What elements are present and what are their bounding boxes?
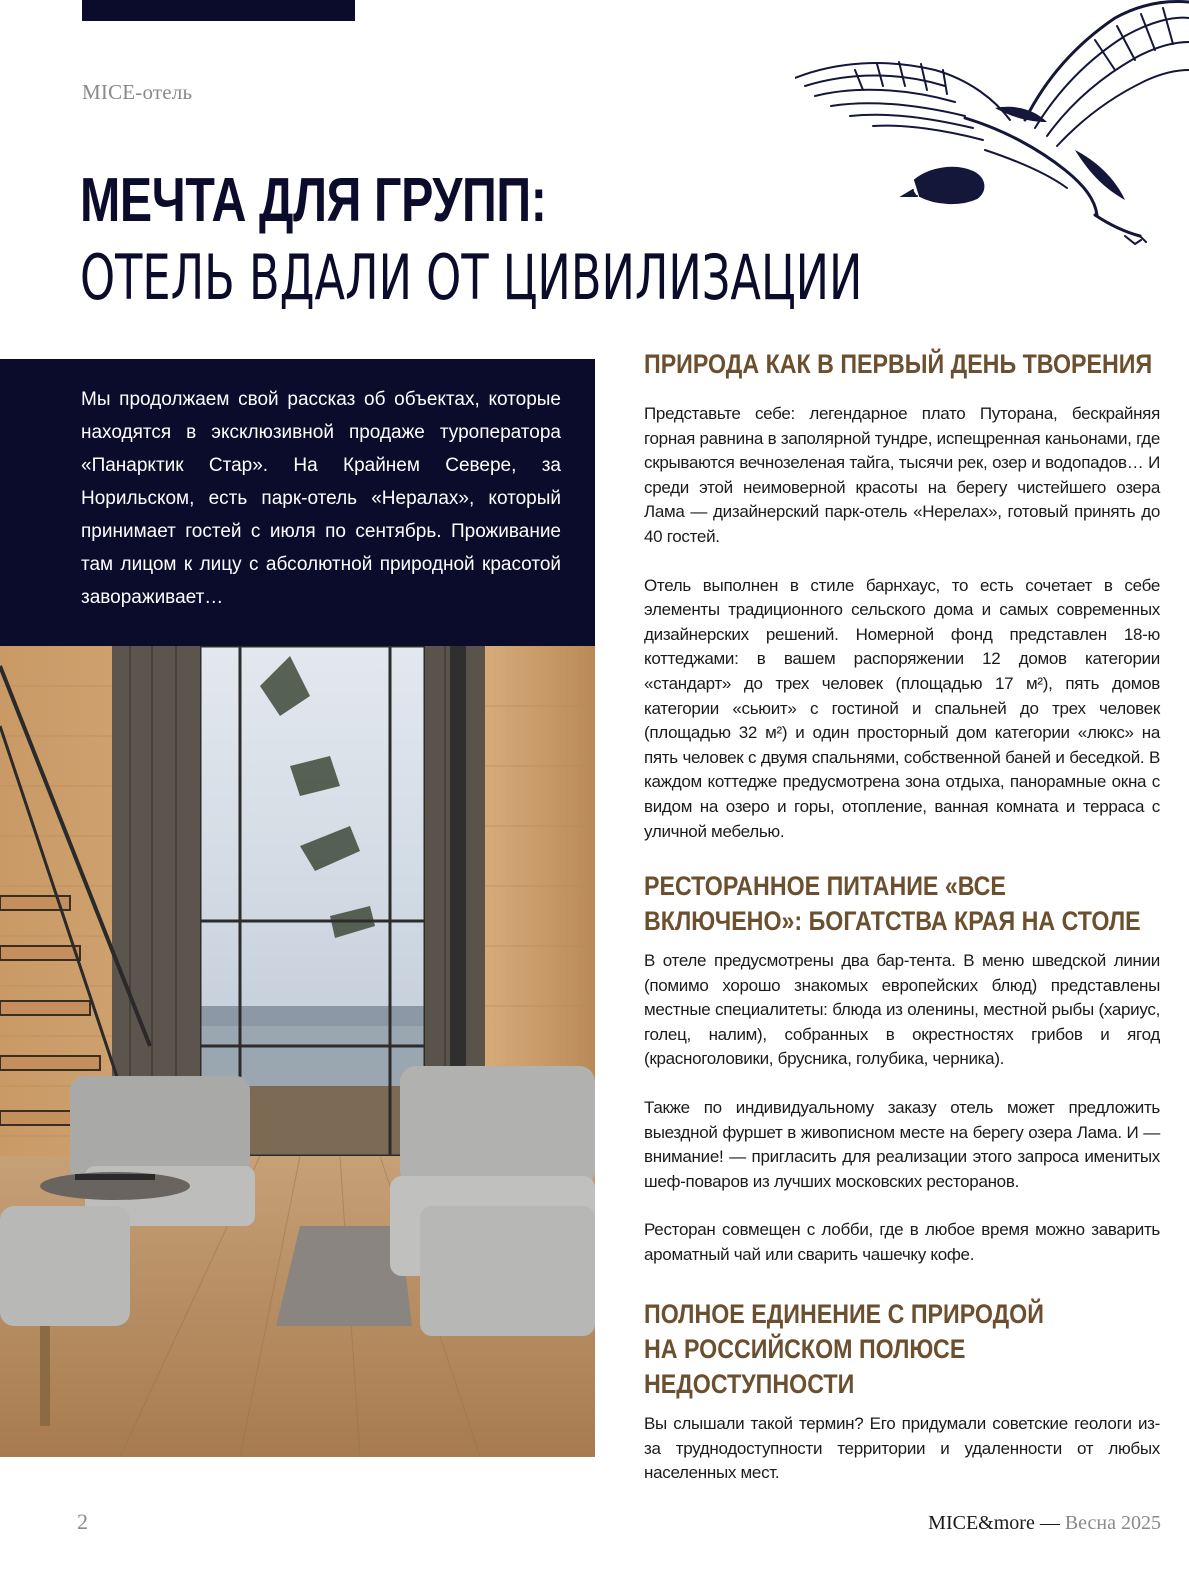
magazine-footer <box>928 1512 1161 1535</box>
top-accent-bar <box>82 0 355 21</box>
section-heading-pole-line1: ПОЛНОЕ ЕДИНЕНИЕ С ПРИРОДОЙ <box>644 1299 1044 1329</box>
page-number: 2 <box>77 1509 88 1534</box>
section-restaurant <box>644 869 1160 1268</box>
headline-secondary: ОТЕЛЬ ВДАЛИ ОТ ЦИВИЛИЗАЦИИ <box>80 241 863 314</box>
intro-text: Мы продолжаем свой рассказ об объектах, которые находятся в эксклюзивной продаже туроператора «Панарктик Стар». На Крайнем Севере, за Норильском, есть парк-отель «Нералах», который принимает гостей с июля по сентябрь. Проживание там лицом к лицу с абсолютной природной красотой завораживает… <box>81 389 561 608</box>
rubric-label: MICE-отель <box>82 80 193 104</box>
section-nature <box>644 347 1160 844</box>
cottage-interior-photo <box>0 646 595 1457</box>
paragraph-nature-1: Представьте себе: легендарное плато Путорана, бескрайняя горная равнина в заполярной тундре, испещренная каньонами, где скрываются вечнозеленая тайга, тысячи рек, озер и водопадов… И среди этой неимоверной красоты на берегу чистейшего озера Лама — дизайнерский парк-отель «Нерелах», готовый принять до 40 гостей. <box>644 404 1160 546</box>
eagle-illustration <box>795 0 1189 258</box>
section-heading-pole-line2: НА РОССИЙСКОМ ПОЛЮСЕ НЕДОСТУПНОСТИ <box>644 1334 966 1399</box>
paragraph-pole-1: Вы слышали такой термин? Его придумали советские геологи из-за труднодоступности территории и удаленности от любых населенных мест. <box>644 1414 1160 1483</box>
section-pole <box>644 1297 1160 1486</box>
section-heading-restaurant <box>644 869 1160 939</box>
headline-primary: МЕЧТА ДЛЯ ГРУПП: <box>80 166 547 235</box>
intro-panel <box>0 359 595 646</box>
section-heading-nature: ПРИРОДА КАК В ПЕРВЫЙ ДЕНЬ ТВОРЕНИЯ <box>644 349 1153 379</box>
paragraph-restaurant-2: Также по индивидуальному заказу отель может предложить выездной фуршет в живописном месте на берегу озера Лама. И — внимание! — пригласить для реализации этого запроса именитых шеф-поваров из лучших московских ресторанов. <box>644 1097 1160 1191</box>
paragraph-restaurant-1: В отеле предусмотрены два бар-тента. В меню шведской линии (помимо хорошо знакомых европейских блюд) представлены местные специалитеты: блюда из оленины, местной рыбы (хариус, голец, налим), собранных в окрестностях грибов и ягод (красноголовики, брусника, голубика, черника). <box>644 951 1160 1069</box>
footer-dash: — <box>1034 1512 1065 1534</box>
magazine-name: MICE&more <box>928 1512 1035 1534</box>
section-heading-restaurant-line2: ВКЛЮЧЕНО»: БОГАТСТВА КРАЯ НА СТОЛЕ <box>644 906 1141 936</box>
section-heading-restaurant-line1: РЕСТОРАННОЕ ПИТАНИЕ «ВСЕ <box>644 871 1006 901</box>
magazine-issue: Весна 2025 <box>1064 1512 1161 1534</box>
paragraph-restaurant-3: Ресторан совмещен с лобби, где в любое время можно заварить ароматный чай или сварить чашечку кофе. <box>644 1220 1160 1264</box>
section-heading-pole <box>644 1297 1160 1402</box>
paragraph-nature-2: Отель выполнен в стиле барнхаус, то есть сочетает в себе элементы традиционного сельского дома и самых современных дизайнерских решений. Номерной фонд представлен 18-ю коттеджами: в вашем распоряжении 12 домов категории «стандарт» до трех человек (площадью 17 м²), пять домов категории «сьюит» с гостиной и спальней до трех человек (площадью 32 м²) и один просторный дом категории «люкс» на пять человек с двумя спальнями, собственной баней и беседкой. В каждом коттедже предусмотрена зона отдыха, панорамные окна с видом на озеро и горы, отопление, ванная комната и терраса с уличной мебелью. <box>644 575 1160 841</box>
